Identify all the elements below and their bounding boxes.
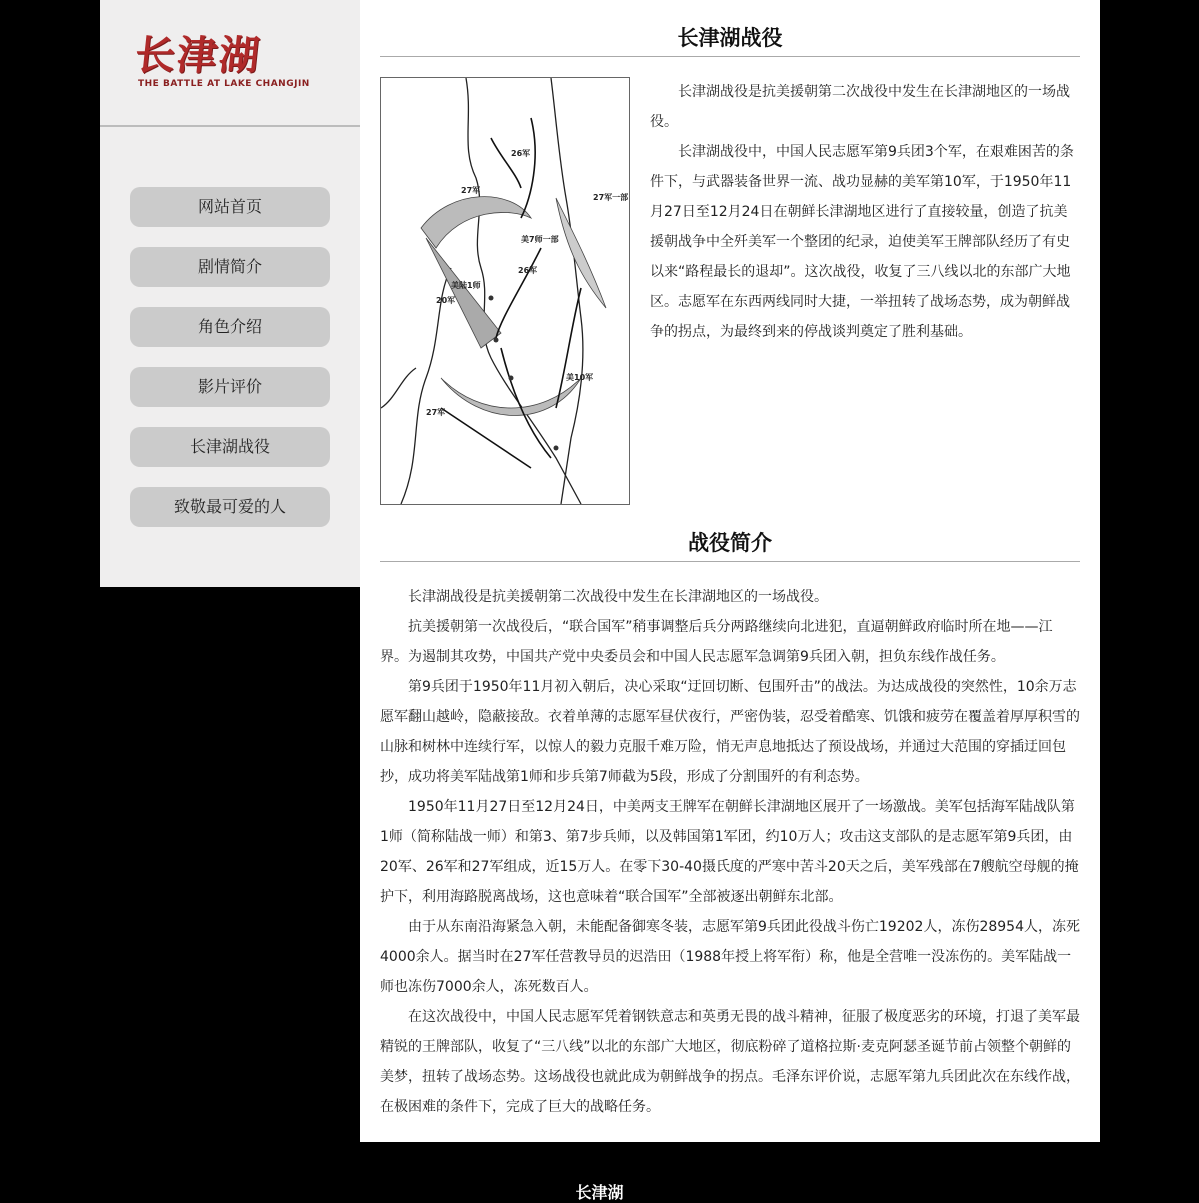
paragraph: 1950年11月27日至12月24日，中美两支王牌军在朝鲜长津湖地区展开了一场激战。美军包括海军陆战队第1师（简称陆战一师）和第3、第7步兵师，以及韩国第1军团，约10万人；攻击这支部队的是志愿军第9兵团，由20军、26军和27军组成，近15万人。在零下30-40摄氏度的严寒中苦斗20天之后，美军残部在7艘航空母舰的掩护下，利用海路脱离战场，这也意味着“联合国军”全部被逐出朝鲜东北部。 bbox=[380, 799, 1079, 905]
paragraph: 第9兵团于1950年11月初入朝后，决心采取“迂回切断、包围歼击”的战法。为达成战役的突然性，10余万志愿军翻山越岭，隐蔽接敌。衣着单薄的志愿军昼伏夜行，严密伪装，忍受着酷寒、饥饿和疲劳在覆盖着厚厚积雪的山脉和树林中连续行军，以惊人的毅力克服千难万险，悄无声息地抵达了预设战场，并通过大范围的穿插迂回包抄，成功将美军陆战第1师和步兵第7师截为5段，形成了分割围歼的有利态势。 bbox=[380, 679, 1080, 785]
map-label: 美7师一部 bbox=[521, 235, 559, 244]
logo-title: 长津湖 bbox=[132, 33, 264, 79]
paragraph: 由于从东南沿海紧急入朝，未能配备御寒冬装，志愿军第9兵团此役战斗伤亡19202人，冻伤28954人，冻死4000余人。据当时在27军任营教导员的迟浩田（1988年授上将军衔）称，他是全营唯一没冻伤的。美军陆战一师也冻伤7000余人，冻死数百人。 bbox=[380, 919, 1080, 995]
nav-menu bbox=[130, 187, 330, 547]
section-divider bbox=[380, 56, 1080, 57]
map-label: 20军 bbox=[436, 296, 456, 305]
map-label: 27军一部 bbox=[593, 193, 629, 202]
nav-item-tribute[interactable]: 致敬最可爱的人 bbox=[130, 487, 330, 527]
battle-map-drawing bbox=[381, 78, 629, 504]
nav-item-home[interactable]: 网站首页 bbox=[130, 187, 330, 227]
nav-item-synopsis[interactable]: 剧情简介 bbox=[130, 247, 330, 287]
map-label: 美10军 bbox=[566, 373, 594, 382]
paragraph: 长津湖战役是抗美援朝第二次战役中发生在长津湖地区的一场战役。 bbox=[408, 589, 828, 605]
footer-text: 长津湖 bbox=[575, 1183, 624, 1202]
section-divider bbox=[380, 561, 1080, 562]
battle-map-image bbox=[380, 77, 630, 505]
sidebar bbox=[100, 0, 360, 587]
paragraph: 抗美援朝第一次战役后，“联合国军”稍事调整后兵分两路继续向北进犯，直逼朝鲜政府临时所在地——江界。为遏制其攻势，中国共产党中央委员会和中国人民志愿军急调第9兵团入朝，担负东线作战任务。 bbox=[380, 619, 1053, 665]
site-logo[interactable] bbox=[130, 30, 330, 96]
paragraph: 长津湖战役是抗美援朝第二次战役中发生在长津湖地区的一场战役。 bbox=[650, 84, 1070, 130]
battle-intro bbox=[650, 77, 1080, 347]
nav-item-battle[interactable]: 长津湖战役 bbox=[130, 427, 330, 467]
sidebar-divider bbox=[100, 125, 360, 127]
map-label: 26军 bbox=[511, 149, 531, 158]
map-label: 27军 bbox=[461, 186, 481, 195]
logo-subtitle: THE BATTLE AT LAKE CHANGJIN bbox=[138, 79, 310, 89]
section-title-battle: 长津湖战役 bbox=[677, 26, 783, 50]
map-label: 美陆1师 bbox=[451, 281, 481, 290]
section-title-overview: 战役简介 bbox=[688, 531, 772, 555]
nav-item-characters[interactable]: 角色介绍 bbox=[130, 307, 330, 347]
map-label: 26军 bbox=[518, 266, 538, 275]
paragraph: 在这次战役中，中国人民志愿军凭着钢铁意志和英勇无畏的战斗精神，征服了极度恶劣的环境，打退了美军最精锐的王牌部队，收复了“三八线”以北的东部广大地区，彻底粉碎了道格拉斯·麦克阿瑟圣诞节前占领整个朝鲜的美梦，扭转了战场态势。这场战役也就此成为朝鲜战争的拐点。毛泽东评价说，志愿军第九兵团此次在东线作战，在极困难的条件下，完成了巨大的战略任务。 bbox=[380, 1009, 1080, 1115]
main-content bbox=[360, 0, 1100, 1142]
battle-overview bbox=[380, 582, 1080, 1122]
paragraph: 长津湖战役中，中国人民志愿军第9兵团3个军，在艰难困苦的条件下，与武器装备世界一流、战功显赫的美军第10军，于1950年11月27日至12月24日在朝鲜长津湖地区进行了直接较量，创造了抗美援朝战争中全歼美军一个整团的纪录，迫使美军王牌部队经历了有史以来“路程最长的退却”。这次战役，收复了三八线以北的东部广大地区。志愿军在东西两线同时大捷，一举扭转了战场态势，成为朝鲜战争的拐点，为最终到来的停战谈判奠定了胜利基础。 bbox=[650, 144, 1074, 340]
nav-item-reviews[interactable]: 影片评价 bbox=[130, 367, 330, 407]
map-label: 27军 bbox=[426, 408, 446, 417]
